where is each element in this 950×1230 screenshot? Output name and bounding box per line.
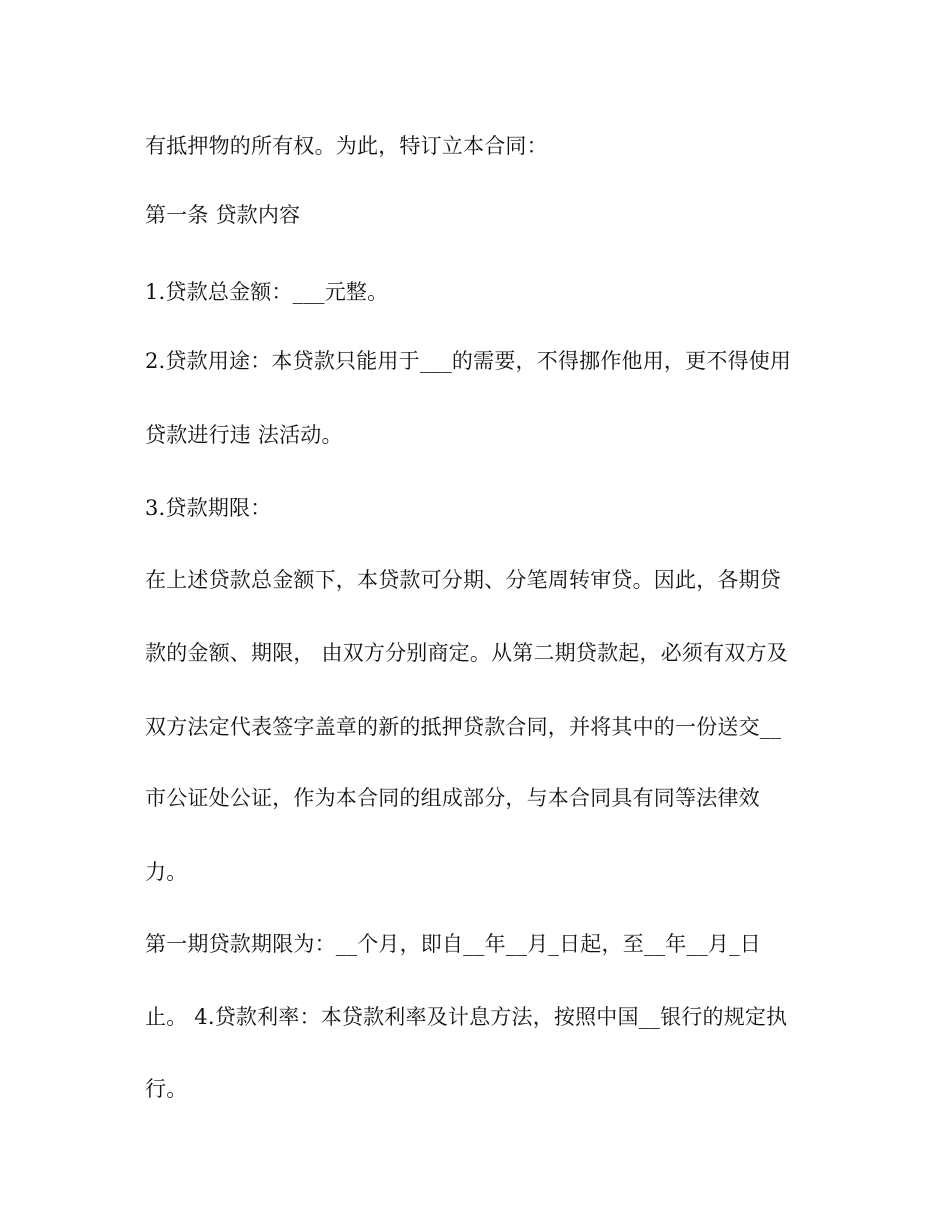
paragraph-line: 行。 [145,1077,188,1101]
paragraph-line: 在上述贷款总金额下，本贷款可分期、分笔周转审贷。因此，各期贷 [145,568,781,592]
paragraph-line: 力。 [145,860,188,884]
paragraph-line: 1.贷款总金额：___元整。 [145,280,389,304]
paragraph-line: 有抵押物的所有权。为此，特订立本合同： [145,134,548,158]
paragraph-line: 止。 4.贷款利率：本贷款利率及计息方法，按照中国__银行的规定执 [145,1005,788,1029]
paragraph-line: 款的金额、期限， 由双方分别商定。从第二期贷款起，必须有双方及 [145,641,788,665]
paragraph-line: 双方法定代表签字盖章的新的抵押贷款合同，并将其中的一份送交__ [145,715,782,739]
paragraph-line: 市公证处公证，作为本合同的组成部分，与本合同具有同等法律效 [145,786,760,810]
paragraph-line: 2.贷款用途：本贷款只能用于___的需要，不得挪作他用，更不得使用 [145,349,792,373]
paragraph-line: 第一期贷款期限为：__个月，即自__年__月_日起，至__年__月_日 [145,932,761,956]
section-heading: 第一条 贷款内容 [145,203,301,227]
paragraph-line: 3.贷款期限： [145,496,272,520]
paragraph-line: 贷款进行违 法活动。 [145,423,343,447]
